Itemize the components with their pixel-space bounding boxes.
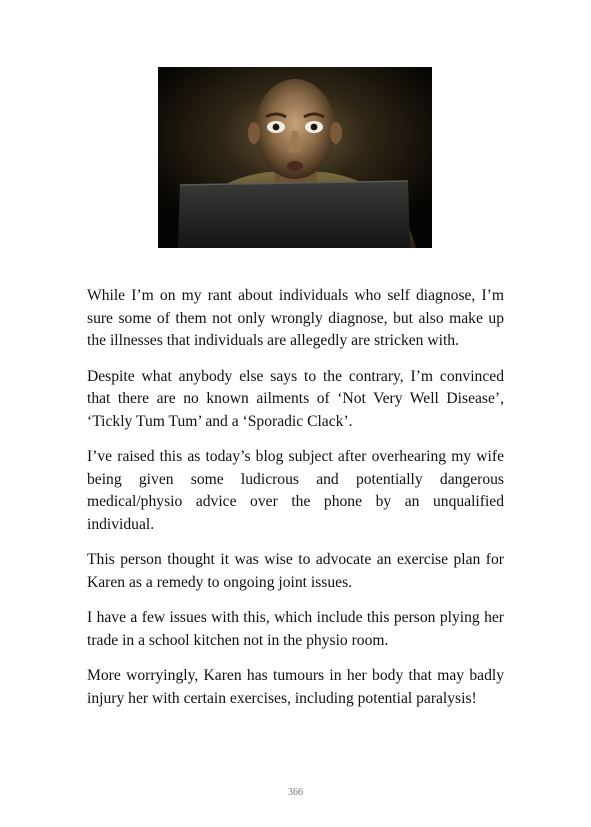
page-number: 366 bbox=[288, 787, 303, 798]
man-lit-by-laptop-photo bbox=[158, 67, 432, 248]
article-body bbox=[87, 285, 504, 723]
paragraph: I have a few issues with this, which include this person plying her trade in a school kitchen not in the physio room. bbox=[87, 609, 504, 649]
paragraph: More worryingly, Karen has tumours in her body that may badly injury her with certain exercises, including potential paralysis! bbox=[87, 667, 504, 707]
paragraph: I’ve raised this as today’s blog subject after overhearing my wife being given some ludicrous and potentially dangerous medical/physio advice over the phone by an unqualified individual. bbox=[87, 448, 504, 533]
paragraph: Despite what anybody else says to the contrary, I’m convinced that there are no known ailments of ‘Not Very Well Disease’, ‘Tickly Tum Tum’ and a ‘Sporadic Clack’. bbox=[87, 367, 504, 430]
paragraph: While I’m on my rant about individuals who self diagnose, I’m sure some of them not only wrongly diagnose, but also make up the illnesses that individuals are allegedly are stricken with. bbox=[87, 287, 504, 349]
paragraph: This person thought it was wise to advocate an exercise plan for Karen as a remedy to ongoing joint issues. bbox=[87, 551, 504, 591]
